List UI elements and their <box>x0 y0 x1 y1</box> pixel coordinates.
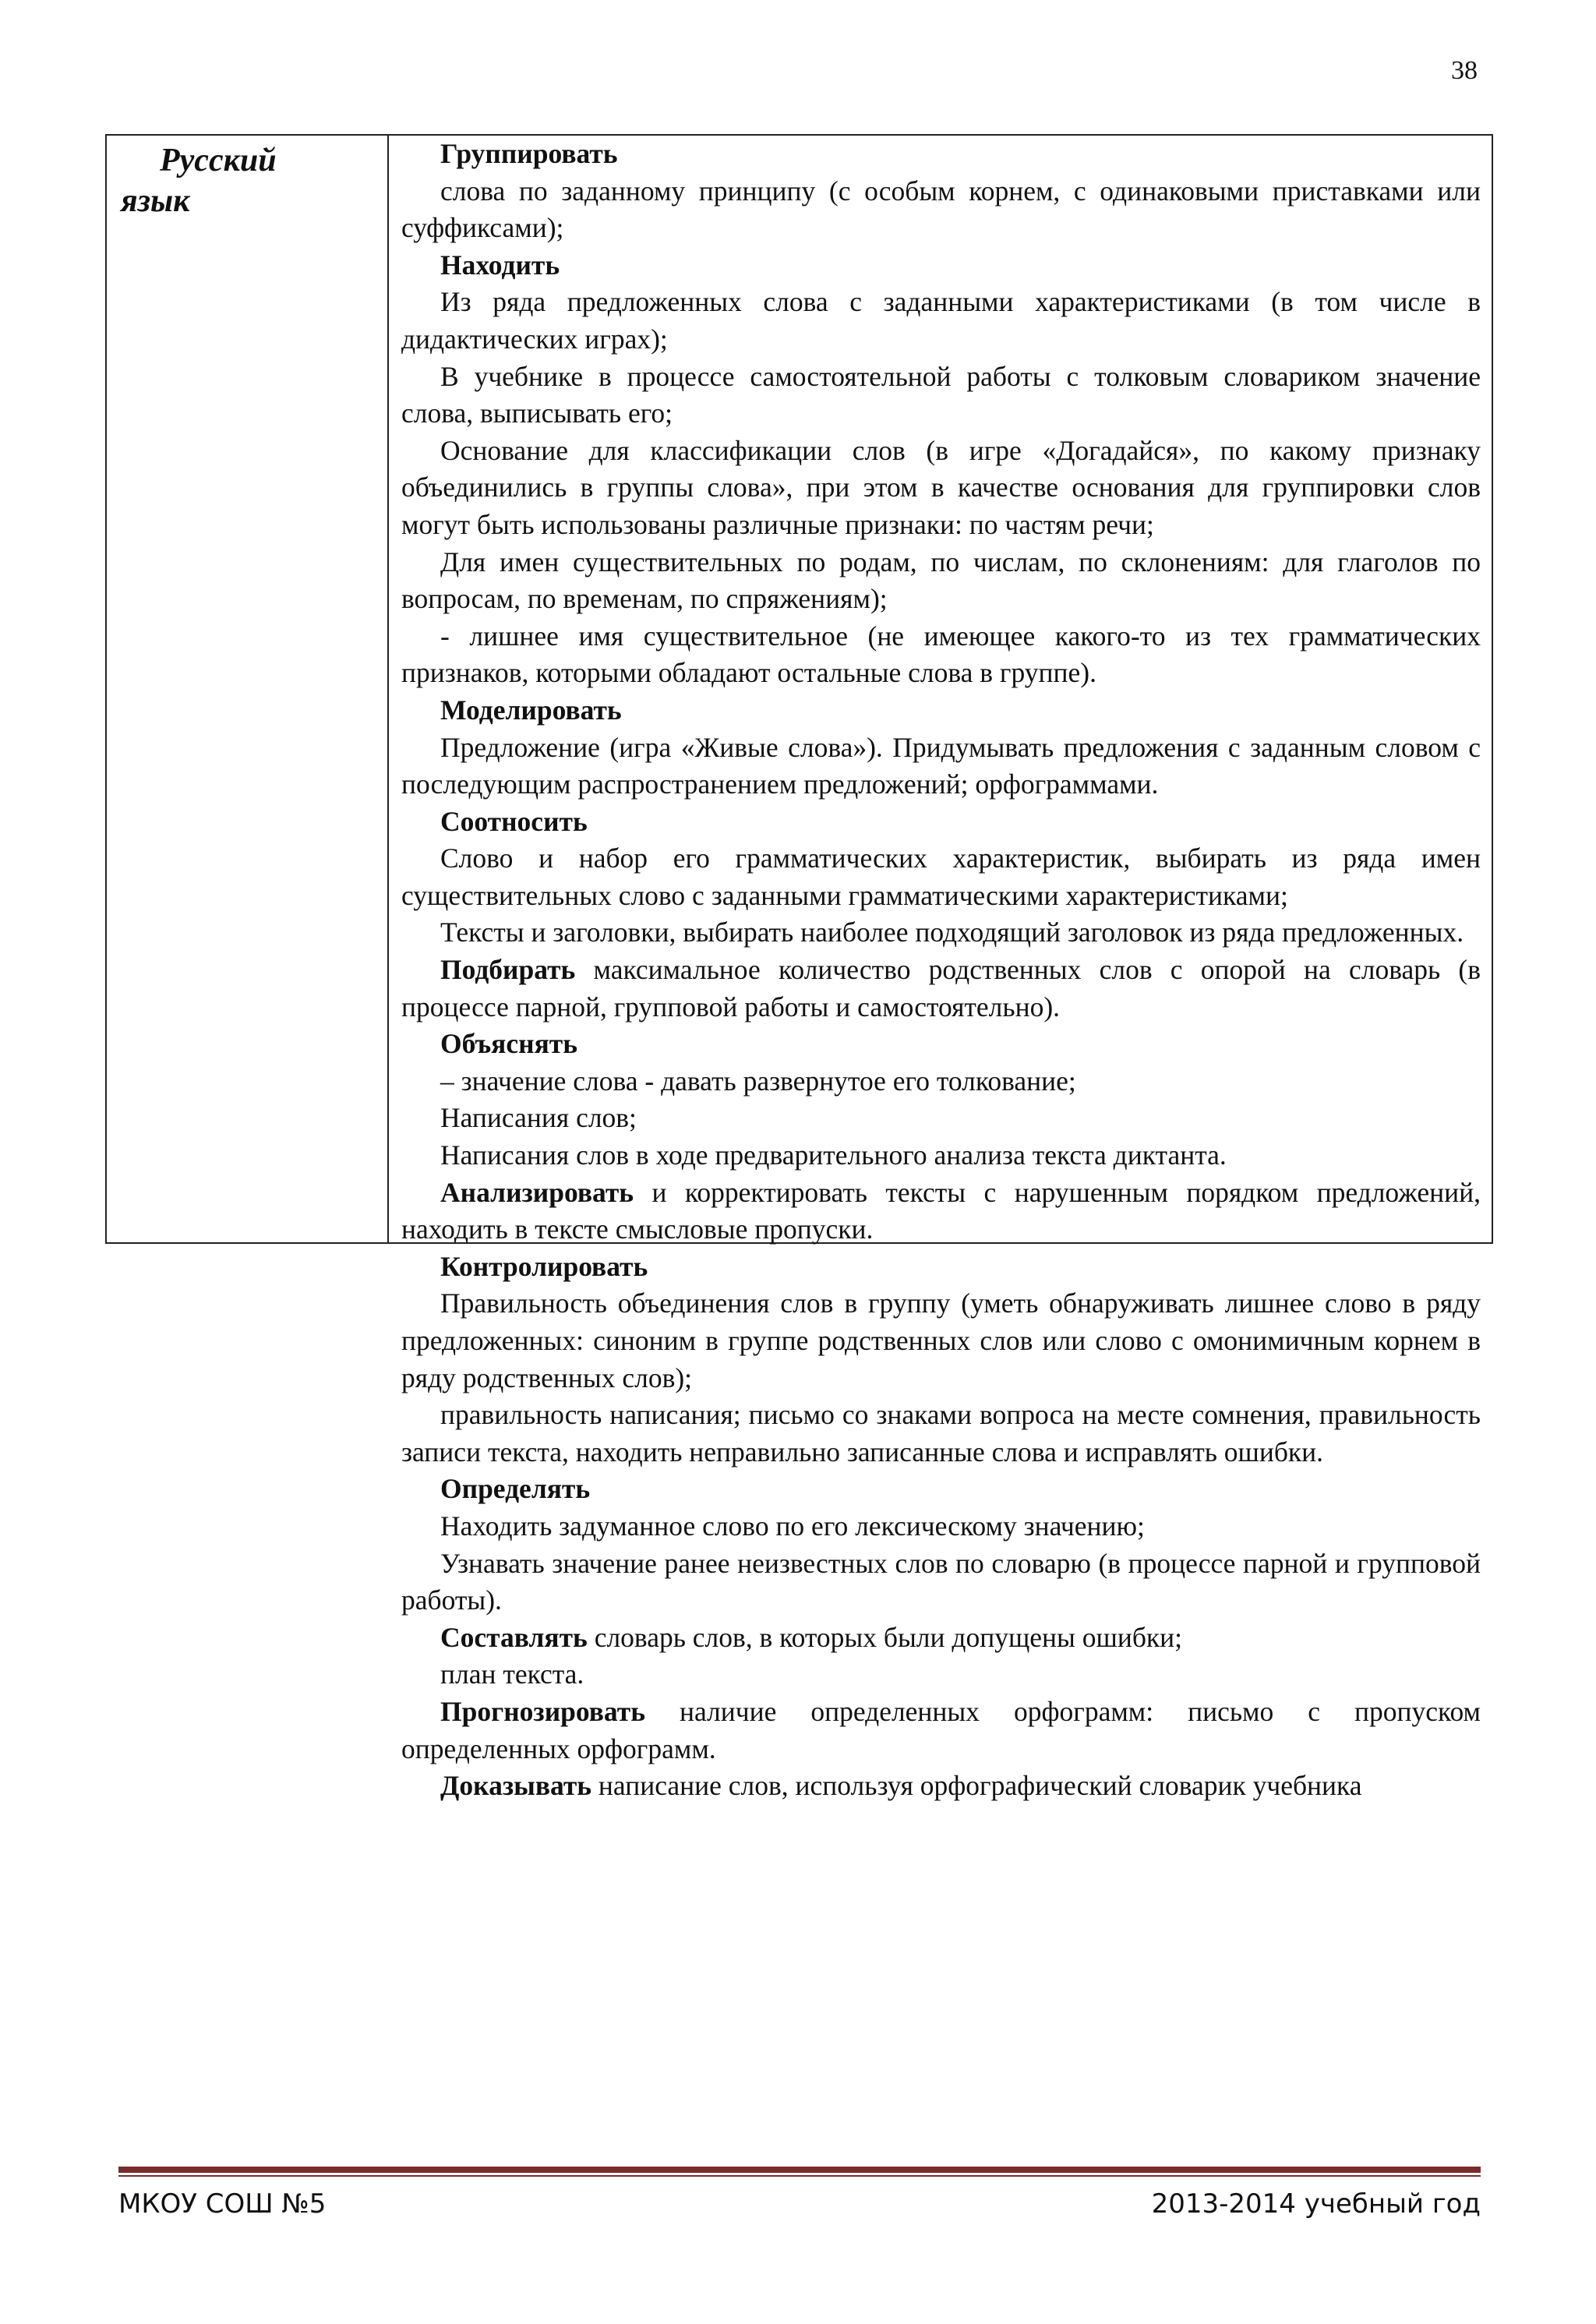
skill-paragraph <box>401 1545 1481 1619</box>
skill-verb: Определять <box>440 1473 591 1505</box>
skill-paragraph <box>401 729 1481 804</box>
skill-verb: Объяснять <box>440 1028 578 1060</box>
skill-text: наличие определенных орфограмм: письмо с пропуском определенных орфограмм. <box>401 1695 1481 1764</box>
skill-text: Основание для классификации слов (в игре «Догадайся», по какому признаку объединились в группы слова», при этом в качестве основания для группировки слов могут быть использованы различные признаки: по частям речи; <box>401 434 1481 540</box>
skill-text: Написания слов в ходе предварительного анализа текста диктанта. <box>440 1139 1227 1171</box>
skill-paragraph <box>401 136 1481 173</box>
skill-text: Слово и набор его грамматических характеристик, выбирать из ряда имен существительных слово с заданными грамматическими характеристиками; <box>401 842 1481 911</box>
footer-year: 2013-2014 учебный год <box>1151 2188 1481 2220</box>
skill-text: Для имен существительных по родам, по числам, по склонениям: для глаголов по вопросам, по временам, по спряжениям); <box>401 546 1481 615</box>
skill-paragraph <box>401 952 1481 1026</box>
skill-paragraph <box>401 544 1481 618</box>
skill-text: Узнавать значение ранее неизвестных слов по словарю (в процессе парной и групповой работы). <box>401 1547 1481 1616</box>
skill-text: Тексты и заголовки, выбирать наиболее подходящий заголовок из ряда предложенных. <box>440 917 1464 948</box>
skill-paragraph <box>401 1026 1481 1063</box>
skill-text: план текста. <box>440 1658 584 1690</box>
skill-paragraph <box>401 358 1481 433</box>
skill-verb: Доказывать <box>440 1770 592 1802</box>
skill-text: Предложение (игра «Живые слова»). Придумывать предложения с заданным словом с последующим распространением предложений; орфограммами. <box>401 731 1481 800</box>
skill-paragraph <box>401 173 1481 247</box>
skill-verb: Подбирать <box>440 954 576 986</box>
skill-verb: Контролировать <box>440 1250 648 1282</box>
skill-verb: Моделировать <box>440 694 622 726</box>
skill-paragraph <box>401 1249 1481 1286</box>
footer-school: МКОУ СОШ №5 <box>118 2188 327 2220</box>
skill-text: В учебнике в процессе самостоятельной работы с толковым словариком значение слова, выписывать его; <box>401 360 1481 429</box>
skill-text: Из ряда предложенных слова с заданными характеристиками (в том числе в дидактических играх); <box>401 286 1481 355</box>
skill-paragraph <box>401 1508 1481 1545</box>
skill-paragraph <box>401 618 1481 692</box>
skill-text: и корректировать тексты с нарушенным порядком предложений, находить в тексте смысловые пропуски. <box>401 1176 1481 1245</box>
skill-paragraph <box>401 1174 1481 1249</box>
skill-text: - лишнее имя существительное (не имеющее какого-то из тех грамматических признаков, которыми обладают остальные слова в группе). <box>401 620 1481 689</box>
page-number: 38 <box>1451 56 1478 85</box>
skill-paragraph <box>401 1768 1481 1805</box>
skill-paragraph <box>401 1694 1481 1768</box>
skill-text: Написания слов; <box>440 1102 637 1134</box>
skills-cell <box>389 136 1492 1802</box>
skill-paragraph <box>401 804 1481 841</box>
skill-verb: Анализировать <box>440 1176 634 1208</box>
skill-paragraph <box>401 914 1481 952</box>
skill-verb: Составлять <box>440 1621 588 1653</box>
skill-verb: Группировать <box>440 138 618 169</box>
footer-rule <box>118 2167 1481 2177</box>
skill-verb: Прогнозировать <box>440 1695 645 1727</box>
subject-cell <box>107 136 389 1242</box>
content-table <box>105 134 1493 1802</box>
skill-paragraph <box>401 247 1481 284</box>
skill-paragraph <box>401 840 1481 914</box>
skill-paragraph <box>401 1397 1481 1471</box>
skill-text: слова по заданному принципу (с особым корнем, с одинаковыми приставками или суффиксами); <box>401 175 1481 244</box>
skill-paragraph <box>401 1619 1481 1657</box>
skill-verb: Находить <box>440 249 560 281</box>
skill-paragraph <box>401 284 1481 358</box>
skill-paragraph <box>401 1137 1481 1174</box>
skill-text: – значение слова - давать развернутое его толкование; <box>440 1065 1076 1097</box>
skill-text: Находить задуманное слово по его лексическому значению; <box>440 1510 1145 1542</box>
skill-text: написание слов, используя орфографический словарик учебника <box>591 1770 1362 1802</box>
skill-text: максимальное количество родственных слов с опорой на словарь (в процессе парной, групповой работы и самостоятельно). <box>401 954 1481 1022</box>
skill-verb: Соотносить <box>440 805 588 837</box>
skill-paragraph <box>401 1471 1481 1508</box>
skill-text: Правильность объединения слов в группу (уметь обнаруживать лишнее слово в ряду предложенных: синоним в группе родственных слов или слово с омонимичным корнем в ряду родственных слов); <box>401 1287 1481 1393</box>
skill-paragraph <box>401 692 1481 729</box>
skill-paragraph <box>401 1285 1481 1397</box>
skill-paragraph <box>401 1100 1481 1137</box>
skill-paragraph <box>401 433 1481 544</box>
subject-line-1: Русский <box>160 143 277 178</box>
skill-paragraph <box>401 1656 1481 1694</box>
skill-text: правильность написания; письмо со знаками вопроса на месте сомнения, правильность записи текста, находить неправильно записанные слова и исправлять ошибки. <box>401 1399 1481 1468</box>
skill-paragraph <box>401 1063 1481 1100</box>
subject-line-2: язык <box>121 183 190 219</box>
skill-text: словарь слов, в которых были допущены ошибки; <box>587 1621 1183 1653</box>
